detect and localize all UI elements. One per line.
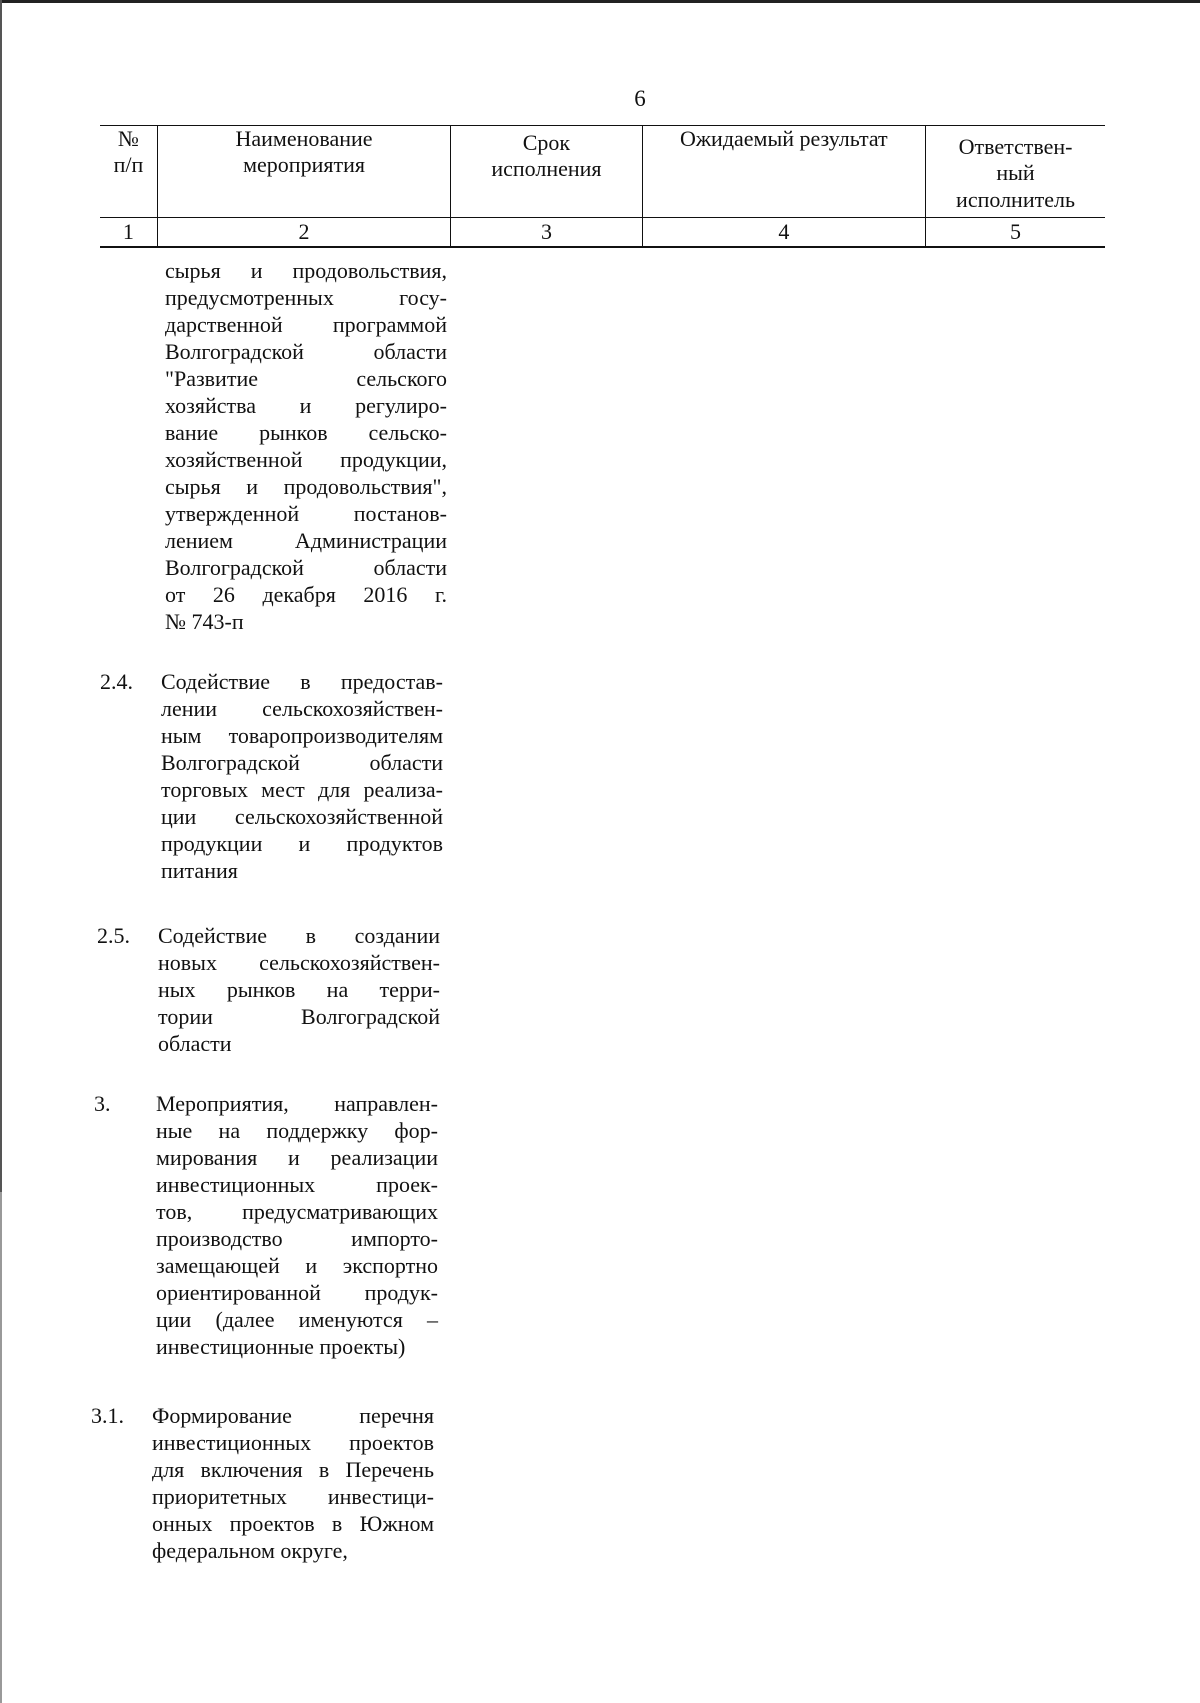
text-line: от 26 декабря 2016 г.: [165, 582, 447, 607]
header-col-number-label: № п/п: [113, 126, 144, 178]
header-col-executor-label: Ответствен- ный исполнитель: [956, 134, 1075, 212]
table-row: [0, 1090, 1200, 1360]
text-line: дарственной программой: [165, 312, 447, 337]
header-num-5: 5: [926, 218, 1105, 248]
text-line: Волгоградской области: [165, 555, 447, 580]
text-line: новых сельскохозяйствен-: [158, 950, 440, 975]
row-activity-name: [165, 257, 447, 635]
table-header: [100, 125, 1105, 248]
text-line: сырья и продовольствия,: [165, 258, 447, 283]
scan-edge-top: [0, 0, 1200, 3]
row-activity-name: [161, 668, 443, 884]
header-col-deadline: [451, 126, 642, 218]
table-row: [0, 668, 1200, 884]
header-num-1: 1: [100, 218, 157, 248]
text-line: тов, предусматривающих: [156, 1199, 438, 1224]
table-row: [0, 922, 1200, 1057]
text-line: ные на поддержку фор-: [156, 1118, 438, 1143]
row-activity-name: [156, 1090, 438, 1360]
text-line: № 743-п: [165, 609, 244, 634]
table-header-titles: [100, 126, 1105, 218]
text-line: онных проектов в Южном: [152, 1511, 434, 1536]
table-row: [0, 257, 1200, 635]
header-num-2: 2: [157, 218, 450, 248]
header-num-4: 4: [642, 218, 925, 248]
text-line: приоритетных инвестици-: [152, 1484, 434, 1509]
text-line: ции сельскохозяйственной: [161, 804, 443, 829]
text-line: тории Волгоградской: [158, 1004, 440, 1029]
text-line: лением Администрации: [165, 528, 447, 553]
page-number: 6: [634, 86, 646, 111]
text-line: утвержденной постанов-: [165, 501, 447, 526]
header-col-name-label: Наименование мероприятия: [235, 126, 373, 178]
text-line: Волгоградской области: [165, 339, 447, 364]
text-line: инвестиционных проектов: [152, 1430, 434, 1455]
text-line: ных рынков на терри-: [158, 977, 440, 1002]
row-activity-name: [158, 922, 440, 1057]
header-col-deadline-label: Срок исполнения: [491, 130, 602, 182]
text-line: федеральном округе,: [152, 1538, 348, 1563]
text-line: Мероприятия, направлен-: [156, 1091, 438, 1116]
text-line: хозяйства и регулиро-: [165, 393, 447, 418]
text-line: ции (далее именуются –: [156, 1307, 438, 1332]
header-col-result: [642, 126, 925, 218]
text-line: ориентированной продук-: [156, 1280, 438, 1305]
text-line: замещающей и экспортно: [156, 1253, 438, 1278]
text-line: питания: [161, 858, 238, 883]
text-line: области: [158, 1031, 232, 1056]
table-row: [0, 1402, 1200, 1564]
header-num-3: 3: [451, 218, 642, 248]
text-line: для включения в Перечень: [152, 1457, 434, 1482]
row-number: 3.: [94, 1091, 111, 1116]
header-col-number: [100, 126, 157, 218]
text-line: сырья и продовольствия",: [165, 474, 447, 499]
text-line: инвестиционных проек-: [156, 1172, 438, 1197]
text-line: Волгоградской области: [161, 750, 443, 775]
text-line: вание рынков сельско-: [165, 420, 447, 445]
text-line: ным товаропроизводителям: [161, 723, 443, 748]
text-line: инвестиционные проекты): [156, 1334, 406, 1359]
header-col-executor: [926, 126, 1105, 218]
text-line: "Развитие сельского: [165, 366, 447, 391]
text-line: предусмотренных госу-: [165, 285, 447, 310]
table-header-numbers: [100, 218, 1105, 248]
text-line: Содействие в предостав-: [161, 669, 443, 694]
header-col-name: [157, 126, 450, 218]
header-col-result-label: Ожидаемый результат: [679, 126, 888, 151]
text-line: лении сельскохозяйствен-: [161, 696, 443, 721]
text-line: мирования и реализации: [156, 1145, 438, 1170]
row-number: 2.4.: [100, 669, 133, 694]
row-activity-name: [152, 1402, 434, 1564]
row-number: 2.5.: [97, 923, 130, 948]
text-line: продукции и продуктов: [161, 831, 443, 856]
text-line: производство импорто-: [156, 1226, 438, 1251]
row-number: 3.1.: [91, 1403, 124, 1428]
text-line: Содействие в создании: [158, 923, 440, 948]
text-line: хозяйственной продукции,: [165, 447, 447, 472]
text-line: торговых мест для реализа-: [161, 777, 443, 802]
text-line: Формирование перечня: [152, 1403, 434, 1428]
